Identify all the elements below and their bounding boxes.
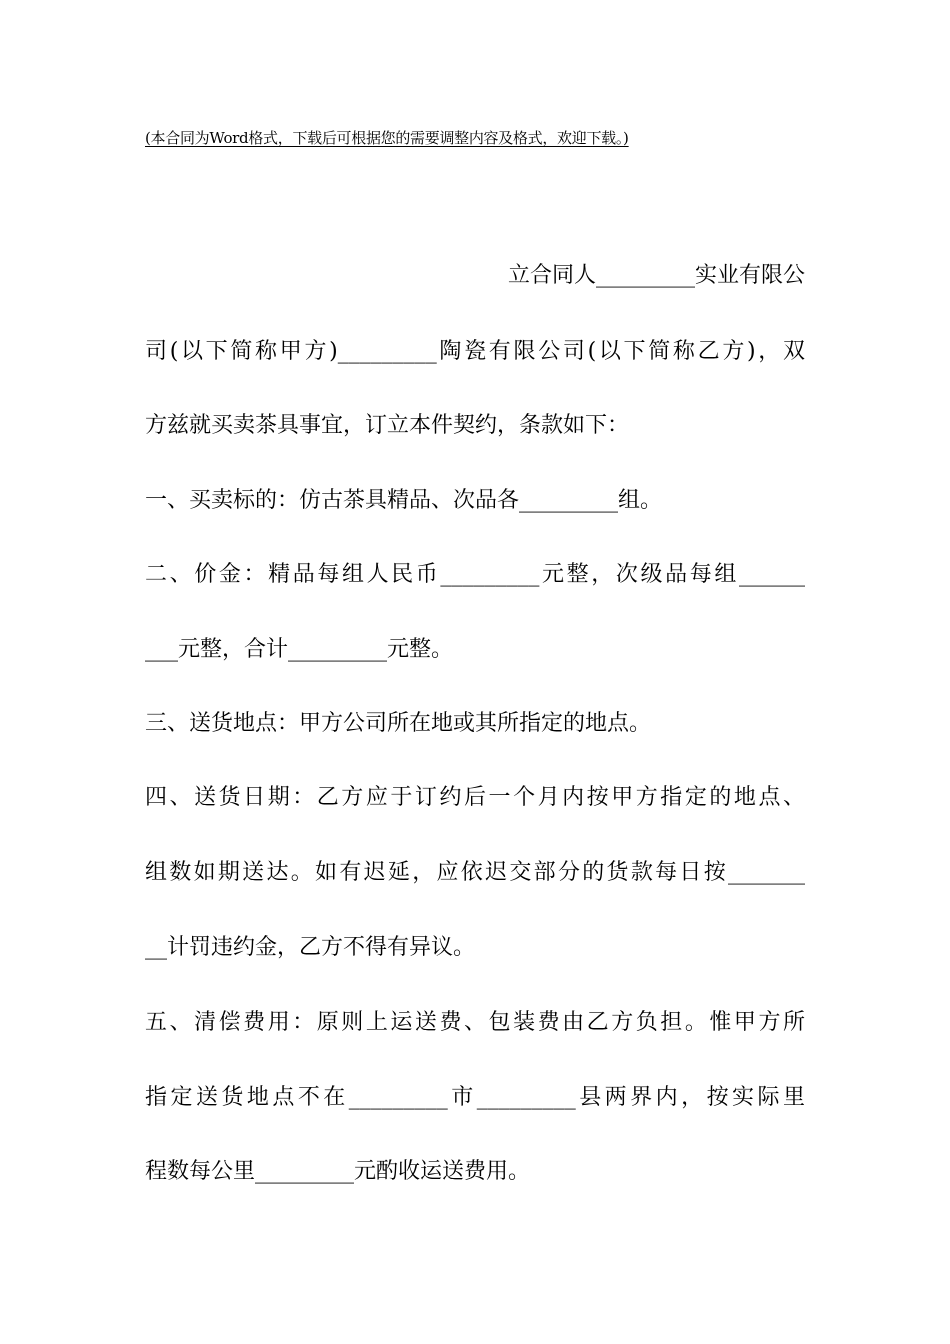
contract-line-2: 司(以下简称甲方)_________陶瓷有限公司(以下简称乙方)，双 xyxy=(145,339,805,364)
contract-line-13: 程数每公里_________元酌收运送费用。 xyxy=(145,1159,531,1184)
contract-line-6: ___元整，合计_________元整。 xyxy=(145,637,454,662)
contract-line-5: 二、价金：精品每组人民币_________元整，次级品每组______ xyxy=(145,562,805,587)
contract-line-12: 指定送货地点不在_________市_________县两界内，按实际里 xyxy=(145,1085,805,1110)
contract-line-8: 四、送货日期：乙方应于订约后一个月内按甲方指定的地点、 xyxy=(145,785,805,810)
contract-line-9: 组数如期送达。如有迟延，应依迟交部分的货款每日按_______ xyxy=(145,860,805,885)
format-notice: (本合同为Word格式，下载后可根据您的需要调整内容及格式，欢迎下载。) xyxy=(145,129,629,147)
contract-line-3: 方兹就买卖茶具事宜，订立本件契约，条款如下： xyxy=(145,413,630,438)
contract-line-10: __计罚违约金，乙方不得有异议。 xyxy=(145,935,476,960)
contract-line-4: 一、买卖标的：仿古茶具精品、次品各_________组。 xyxy=(145,488,663,513)
contract-line-11: 五、清偿费用：原则上运送费、包装费由乙方负担。惟甲方所 xyxy=(145,1010,805,1035)
contract-line-1: 立合同人_________实业有限公 xyxy=(507,263,805,288)
contract-line-7: 三、送货地点：甲方公司所在地或其所指定的地点。 xyxy=(145,711,652,736)
